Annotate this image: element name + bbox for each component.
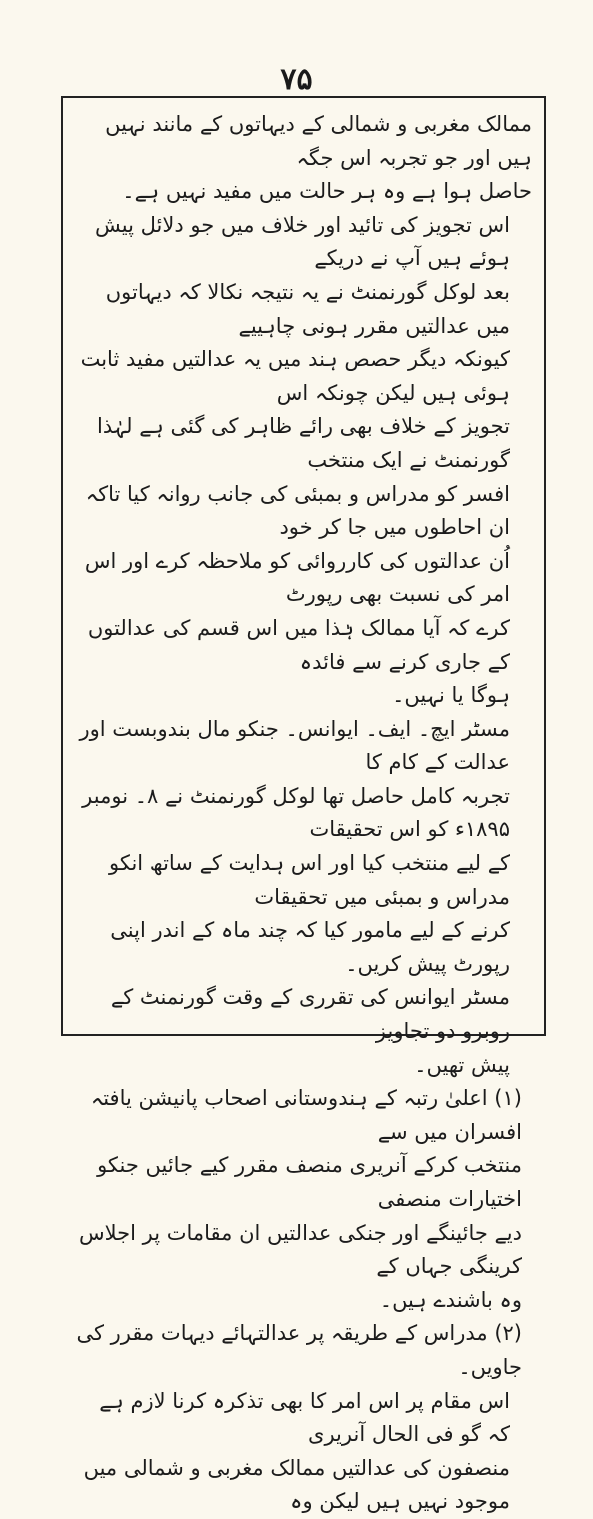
text-line: افسر کو مدراس و بمبئی کی جانب روانہ کیا تاکہ ان احاطوں میں جا کر خود xyxy=(85,481,510,540)
text-line: مسٹر ایچ۔ ایف۔ ایوانس۔ جنکو مال بندوبست اور عدالت کے کام کا xyxy=(79,716,510,775)
list-item-2 xyxy=(73,1317,532,1384)
text-line: کیونکہ دیگر حصص ہند میں یہ عدالتیں مفید ثابت ہوئی ہیں لیکن چونکہ اس xyxy=(80,347,510,405)
text-line: کرنے کے لیے مامور کیا کہ چند ماہ کے اندر اپنی رپورٹ پیش کریں۔ xyxy=(110,918,510,976)
paragraph-4 xyxy=(73,1385,532,1519)
text-line: پیش تھیں۔ xyxy=(414,1052,510,1077)
text-line: تجربہ کامل حاصل تھا لوکل گورنمنٹ نے ۸۔ نومبر ۱۸۹۵ء کو اس تحقیقات xyxy=(82,783,510,842)
text-line: اُن عدالتوں کی کارروائی کو ملاحظہ کرے اور اس امر کی نسبت بھی رپورٹ xyxy=(84,548,510,607)
list-item-1 xyxy=(73,1082,532,1317)
text-line: ممالک مغربی و شمالی کے دیہاتوں کے مانند نہیں ہیں اور جو تجربہ اس جگہ xyxy=(105,112,532,170)
text-line: کے لیے منتخب کیا اور اس ہدایت کے ساتھ انکو مدراس و بمبئی میں تحقیقات xyxy=(109,851,510,909)
text-line: ہوگا یا نہیں۔ xyxy=(392,683,510,708)
text-line: منصفون کی عدالتیں ممالک مغربی و شمالی میں موجود نہیں ہیں لیکن وہ xyxy=(83,1455,510,1514)
body-text xyxy=(73,108,532,1519)
text-line: اس تجویز کی تائید اور خلاف میں جو دلائل پیش ہوئے ہیں آپ نے دریکے xyxy=(94,212,510,271)
paragraph-2 xyxy=(73,209,532,713)
text-line: (۱) اعلیٰ رتبہ کے ہندوستانی اصحاب پانیشن یافتہ افسران میں سے xyxy=(90,1086,522,1144)
text-line: منتخب کرکے آنریری منصف مقرر کیے جائیں جنکو اختیارات منصفی xyxy=(97,1153,522,1211)
text-frame xyxy=(61,96,546,1514)
text-line: وہ باشندے ہیں۔ xyxy=(379,1287,522,1312)
text-line: مسٹر ایوانس کی تقرری کے وقت گورنمنٹ کے روبرو دو تجاویز xyxy=(110,985,510,1044)
paragraph-3 xyxy=(73,713,532,1083)
text-line: (۲) مدراس کے طریقہ پر عدالتہائے دیہات مقرر کی جاویں۔ xyxy=(76,1321,522,1379)
text-line: دیے جائینگے اور جنکی عدالتیں ان مقامات پر اجلاس کرینگی جہاں کے xyxy=(78,1220,522,1279)
text-line: حاصل ہوا ہے وہ ہر حالت میں مفید نہیں ہے۔ xyxy=(122,179,532,204)
text-line: اس مقام پر اس امر کا بھی تذکرہ کرنا لازم ہے کہ گو فی الحال آنریری xyxy=(99,1388,510,1447)
text-line: تجویز کے خلاف بھی رائے ظاہر کی گئی ہے لہٰذا گورنمنٹ نے ایک منتخب xyxy=(96,414,510,472)
text-line: بعد لوکل گورنمنٹ نے یہ نتیجہ نکالا کہ دیہاتوں میں عدالتیں مقرر ہونی چاہییے xyxy=(105,279,510,338)
text-line: کرے کہ آیا ممالک ہٰذا میں اس قسم کی عدالتوں کے جاری کرنے سے فائدہ xyxy=(87,615,510,674)
page-number: ۷۵ xyxy=(280,62,313,97)
paragraph-1 xyxy=(73,108,532,209)
